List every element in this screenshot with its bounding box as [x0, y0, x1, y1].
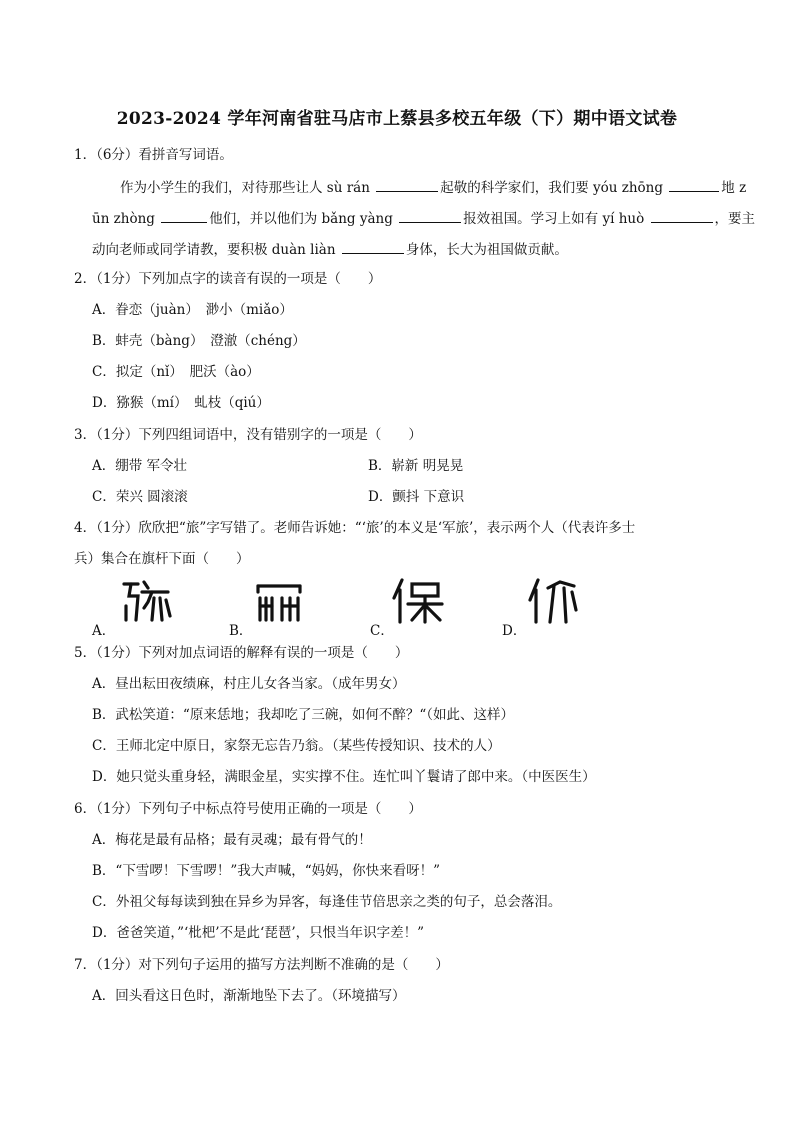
question-6-option-a[interactable]: A．梅花是最有品格；最有灵魂；最有骨气的！ — [92, 832, 372, 848]
question-3-option-d[interactable]: D．颤抖 下意识 — [368, 489, 465, 505]
question-5-option-a[interactable]: A．昼出耘田夜绩麻，村庄儿女各当家。（成年男女） — [92, 676, 406, 692]
question-2-option-c[interactable]: C．拟定（nǐ） 肥沃（ào） — [92, 364, 260, 380]
seal-script-glyph-a-icon — [118, 576, 174, 626]
question-6-stem: 6．（1分）下列句子中标点符号使用正确的一项是（ ） — [74, 801, 422, 817]
question-4-stem-1: 4．（1分）欣欣把“旅”字写错了。老师告诉她：“‘旅’的本义是‘军旅’，表示两个人（代表许多士 — [74, 520, 636, 536]
question-4-option-b[interactable]: B． — [229, 623, 253, 639]
question-5-option-c[interactable]: C．王师北定中原日，家祭无忘告乃翁。（某些传授知识、技术的人） — [92, 738, 501, 754]
question-5-option-d[interactable]: D．她只觉头重身轻，满眼金星，实实撑不住。连忙叫丫鬟请了郎中来。（中医医生） — [92, 769, 596, 785]
question-3-option-a[interactable]: A．绷带 军令壮 — [92, 458, 188, 474]
question-7-stem: 7．（1分）对下列句子运用的描写方法判断不准确的是（ ） — [74, 957, 449, 973]
seal-script-glyph-d-icon — [524, 576, 580, 626]
answer-blank[interactable] — [669, 177, 719, 192]
seal-script-glyph-c-icon — [390, 576, 446, 626]
question-6-option-b[interactable]: B．“下雪啰！下雪啰！”我大声喊，“妈妈，你快来看呀！” — [92, 863, 441, 879]
question-1-line-3: 动向老师或同学请教，要积极 duàn liàn 身体，长大为祖国做贡献。 — [92, 239, 568, 259]
question-1-stem: 1．（6分）看拼音写词语。 — [74, 147, 233, 163]
seal-script-glyph-b-icon — [252, 576, 308, 626]
answer-blank[interactable] — [651, 208, 713, 223]
question-4-stem-2: 兵）集合在旗杆下面（ ） — [74, 551, 250, 567]
question-7-option-a[interactable]: A．回头看这日色时，渐渐地坠下去了。（环境描写） — [92, 988, 406, 1004]
answer-blank[interactable] — [342, 239, 404, 254]
question-3-option-c[interactable]: C．荣兴 圆滚滚 — [92, 489, 188, 505]
question-2-option-d[interactable]: D．猕猴（mí） 虬枝（qiú） — [92, 395, 270, 411]
page-title: 2023-2024 学年河南省驻马店市上蔡县多校五年级（下）期中语文试卷 — [116, 109, 678, 129]
question-1-line-1: 作为小学生的我们，对待那些让人 sù rán 起敬的科学家们，我们要 yóu zhōng 地 z — [120, 177, 746, 197]
question-3-stem: 3．（1分）下列四组词语中，没有错别字的一项是（ ） — [74, 427, 422, 443]
answer-blank[interactable] — [376, 177, 438, 192]
question-4-option-d[interactable]: D． — [502, 623, 527, 639]
answer-blank[interactable] — [161, 208, 207, 223]
question-2-stem: 2．（1分）下列加点字的读音有误的一项是（ ） — [74, 271, 382, 287]
question-6-option-c[interactable]: C．外祖父每每读到独在异乡为异客，每逢佳节倍思亲之类的句子，总会落泪。 — [92, 894, 562, 910]
question-4-option-c[interactable]: C． — [370, 623, 394, 639]
question-2-option-a[interactable]: A．眷恋（juàn） 渺小（miǎo） — [92, 302, 293, 318]
answer-blank[interactable] — [399, 208, 461, 223]
question-5-option-b[interactable]: B．武松笑道：“原来恁地；我却吃了三碗，如何不醉？“（如此、这样） — [92, 707, 514, 723]
question-5-stem: 5．（1分）下列对加点词语的解释有误的一项是（ ） — [74, 645, 409, 661]
question-3-option-b[interactable]: B．崭新 明晃晃 — [368, 458, 464, 474]
question-4-option-a[interactable]: A． — [92, 623, 116, 639]
question-6-option-d[interactable]: D．爸爸笑道，”‘枇杷’不是此‘琵琶’，只恨当年识字差！” — [92, 925, 425, 941]
question-2-option-b[interactable]: B．蚌壳（bàng） 澄澈（chéng） — [92, 333, 306, 349]
question-1-line-2: ūn zhòng 他们，并以他们为 bǎng yàng 报效祖国。学习上如有 yí huò ，要主 — [92, 208, 755, 228]
